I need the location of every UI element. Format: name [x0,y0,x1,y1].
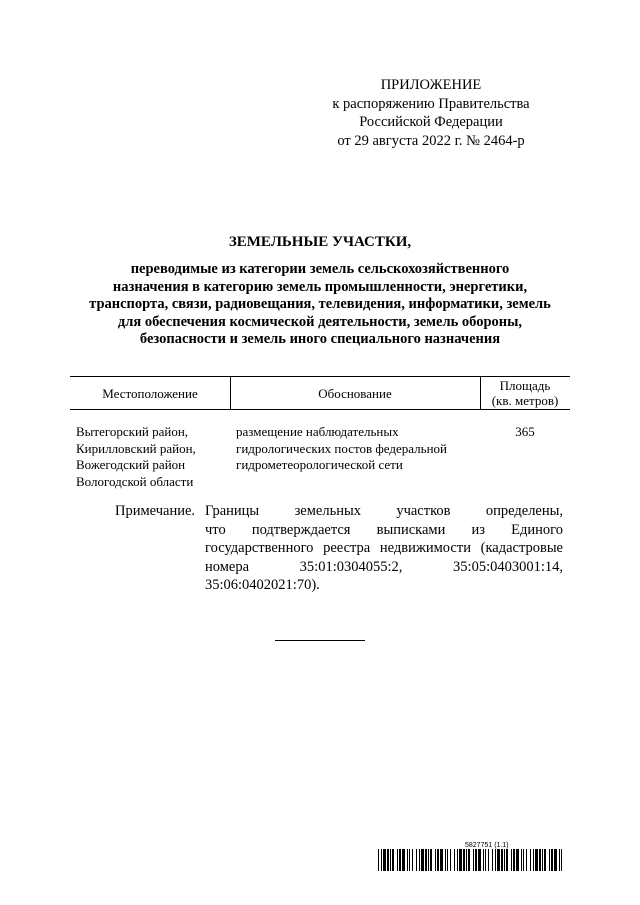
location-line: Вытегорский район, [76,424,189,439]
table-cell-area: 365 [515,424,535,439]
column-header-location: Местоположение [102,386,198,401]
note-line: 35:06:0402021:70). [205,577,320,593]
column-header-area-line: Площадь [499,378,551,393]
column-header-area [480,378,570,408]
document-title: ЗЕМЕЛЬНЫЕ УЧАСТКИ, [228,234,412,250]
document-subtitle [40,261,600,349]
note-line: что подтверждается выписками из Единого [205,521,563,538]
location-line: Вожегодский район [76,457,186,472]
appendix-header [300,76,562,150]
column-header-justification: Обоснование [318,386,392,401]
note-line: Границы земельных участков определены, [205,503,563,519]
note-line: государственного реестра недвижимости (кадастровые [205,540,563,556]
appendix-header-line: Российской Федерации [359,114,503,130]
table-top-rule [70,376,570,377]
appendix-header-line: от 29 августа 2022 г. № 2464-р [337,132,525,149]
closing-divider [275,640,365,641]
barcode-icon [378,849,564,871]
appendix-header-line: к распоряжению Правительства [332,95,530,112]
justification-line: гидрологических постов федеральной [236,440,448,456]
document-code: 5827751 (1.1) [465,842,509,849]
subtitle-line: безопасности и земель иного специального назначения [139,331,501,348]
table-cell-justification [236,424,447,474]
table-header-rule [70,409,570,410]
note-label: Примечание. [115,503,196,519]
table-cell-location [76,424,196,490]
location-line: Вологодской области [76,473,194,489]
note-text [205,502,563,595]
note-line: номера 35:01:0304055:2, 35:05:0403001:14, [205,558,563,575]
location-line: Кирилловский район, [76,440,196,456]
subtitle-line: переводимые из категории земель сельскохозяйственного [130,261,510,277]
subtitle-line: для обеспечения космической деятельности, земель обороны, [117,313,523,330]
column-header-area-line: (кв. метров) [491,393,559,408]
subtitle-line: транспорта, связи, радиовещания, телевидения, информатики, земель [89,296,551,313]
subtitle-line: назначения в категорию земель промышленности, энергетики, [112,278,528,295]
justification-line: гидрометеорологической сети [236,457,403,472]
appendix-header-line: ПРИЛОЖЕНИЕ [380,77,482,93]
justification-line: размещение наблюдательных [236,424,399,439]
